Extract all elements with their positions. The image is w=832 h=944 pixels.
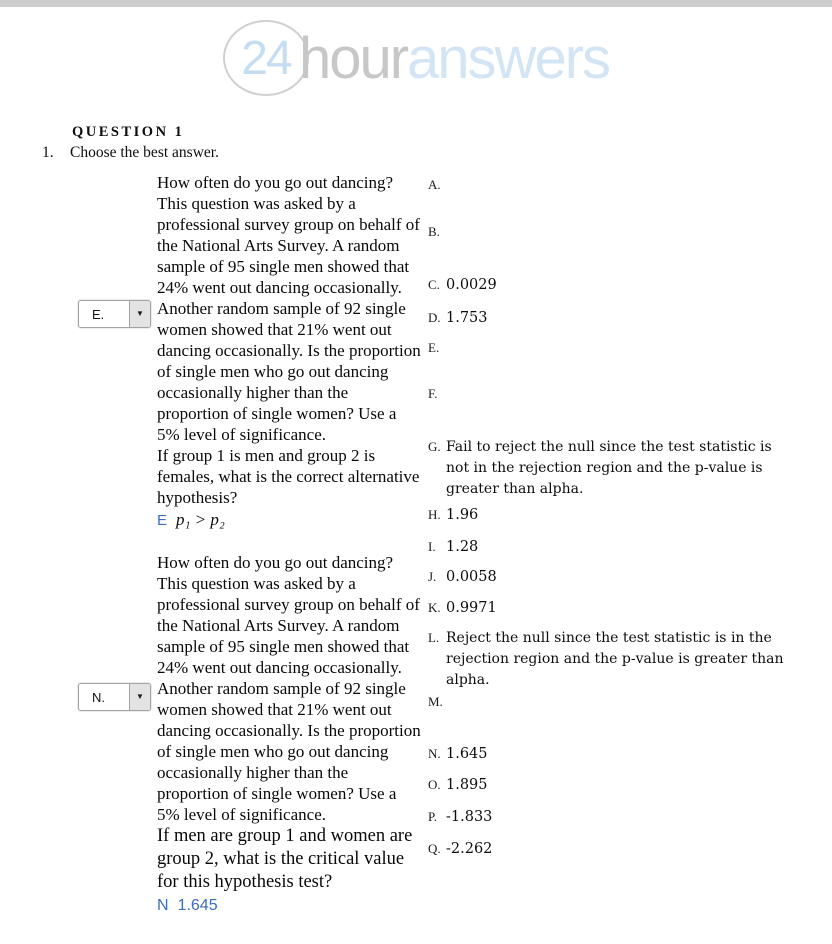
question-2-text bbox=[157, 552, 423, 916]
answer-2-value: 1.645 bbox=[177, 897, 218, 914]
logo-circle-24 bbox=[223, 20, 309, 96]
option-f bbox=[428, 384, 446, 403]
option-e bbox=[428, 338, 446, 357]
logo-number: 24 bbox=[241, 31, 291, 85]
logo-word-hour: hour bbox=[298, 25, 408, 91]
question-1-text bbox=[157, 172, 423, 531]
option-j-letter: J. bbox=[428, 569, 437, 584]
instruction-text: Choose the best answer. bbox=[70, 144, 219, 161]
option-i-letter: I. bbox=[428, 539, 436, 554]
option-d-letter: D. bbox=[428, 310, 441, 325]
answer-2-letter: N bbox=[157, 897, 169, 914]
option-n bbox=[428, 744, 488, 765]
logo-word-answers: answers bbox=[407, 25, 610, 91]
option-l-text: Reject the null since the test statistic is in the rejection region and the p-value is greater than alpha. bbox=[446, 630, 784, 688]
option-o bbox=[428, 775, 488, 796]
answer-dropdown-1[interactable] bbox=[78, 300, 151, 328]
chevron-down-icon: ▼ bbox=[136, 692, 144, 701]
option-d bbox=[428, 308, 488, 329]
option-l-letter: L. bbox=[428, 630, 440, 645]
option-g bbox=[428, 437, 786, 500]
answer-dropdown-2[interactable] bbox=[78, 683, 151, 711]
item-number: 1. bbox=[42, 144, 54, 161]
option-c-text: 0.0029 bbox=[446, 277, 497, 293]
option-c bbox=[428, 275, 497, 296]
option-h bbox=[428, 505, 478, 526]
question-2-body: How often do you go out dancing? This question was asked by a professional survey group on behalf of the National Arts Survey. A random sample of 95 single men showed that 24% went out dancing occasionally. Another random sample of 92 single women showed that 21% went out dancing occasionally. Is the proportion of single men who go out dancing occasionally higher than the proportion of single women? Use a 5% level of significance. bbox=[157, 553, 421, 824]
question-1-selected-answer bbox=[157, 509, 423, 531]
dropdown-1-value: E. bbox=[92, 306, 105, 322]
question-2-selected-answer bbox=[157, 895, 423, 916]
options-list bbox=[428, 175, 798, 875]
option-i-text: 1.28 bbox=[446, 539, 479, 555]
option-o-letter: O. bbox=[428, 777, 441, 792]
instruction-row bbox=[42, 144, 219, 162]
option-m bbox=[428, 692, 446, 711]
top-border-bar bbox=[0, 0, 832, 7]
option-m-letter: M. bbox=[428, 694, 443, 709]
chevron-down-icon: ▼ bbox=[136, 309, 144, 318]
option-k-text: 0.9971 bbox=[446, 600, 497, 616]
option-o-text: 1.895 bbox=[446, 777, 488, 793]
option-n-text: 1.645 bbox=[446, 746, 488, 762]
question-1-prompt: If group 1 is men and group 2 is females, what is the correct alternative hypothesis? bbox=[157, 446, 420, 507]
question-heading: QUESTION 1 bbox=[72, 124, 185, 140]
option-q-text: -2.262 bbox=[446, 841, 493, 857]
answer-1-letter: E bbox=[157, 512, 168, 529]
option-h-text: 1.96 bbox=[446, 507, 479, 523]
option-p-text: -1.833 bbox=[446, 809, 493, 825]
question-area bbox=[0, 172, 832, 944]
question-1-body: How often do you go out dancing? This question was asked by a professional survey group on behalf of the National Arts Survey. A random sample of 95 single men showed that 24% went out dancing occasionally. Another random sample of 92 single women showed that 21% went out dancing occasionally. Is the proportion of single men who go out dancing occasionally higher than the proportion of single women? Use a 5% level of significance. bbox=[157, 173, 421, 444]
option-h-letter: H. bbox=[428, 507, 441, 522]
dropdown-2-arrow-button[interactable] bbox=[129, 684, 150, 710]
option-j bbox=[428, 567, 497, 588]
dropdown-2-value: N. bbox=[92, 689, 105, 705]
option-n-letter: N. bbox=[428, 746, 441, 761]
option-b-letter: B. bbox=[428, 224, 440, 239]
site-logo bbox=[0, 20, 832, 96]
question-2-prompt: If men are group 1 and women are group 2, what is the critical value for this hypothesis test? bbox=[157, 826, 413, 892]
option-a-letter: A. bbox=[428, 177, 441, 192]
option-e-letter: E. bbox=[428, 340, 440, 355]
option-l bbox=[428, 628, 786, 691]
option-i bbox=[428, 537, 478, 558]
option-a bbox=[428, 175, 446, 194]
dropdown-1-arrow-button[interactable] bbox=[129, 301, 150, 327]
option-f-letter: F. bbox=[428, 386, 438, 401]
option-p-letter: P. bbox=[428, 809, 438, 824]
option-q-letter: Q. bbox=[428, 841, 441, 856]
answer-1-formula: p₁ > p₂ bbox=[176, 510, 225, 529]
option-c-letter: C. bbox=[428, 277, 440, 292]
option-b bbox=[428, 222, 446, 241]
option-q bbox=[428, 839, 492, 860]
option-k bbox=[428, 598, 497, 619]
option-g-letter: G. bbox=[428, 439, 441, 454]
option-k-letter: K. bbox=[428, 600, 441, 615]
option-g-text: Fail to reject the null since the test statistic is not in the rejection region and the p-value is greater than alpha. bbox=[446, 439, 772, 497]
option-p bbox=[428, 807, 492, 828]
option-d-text: 1.753 bbox=[446, 310, 488, 326]
option-j-text: 0.0058 bbox=[446, 569, 497, 585]
